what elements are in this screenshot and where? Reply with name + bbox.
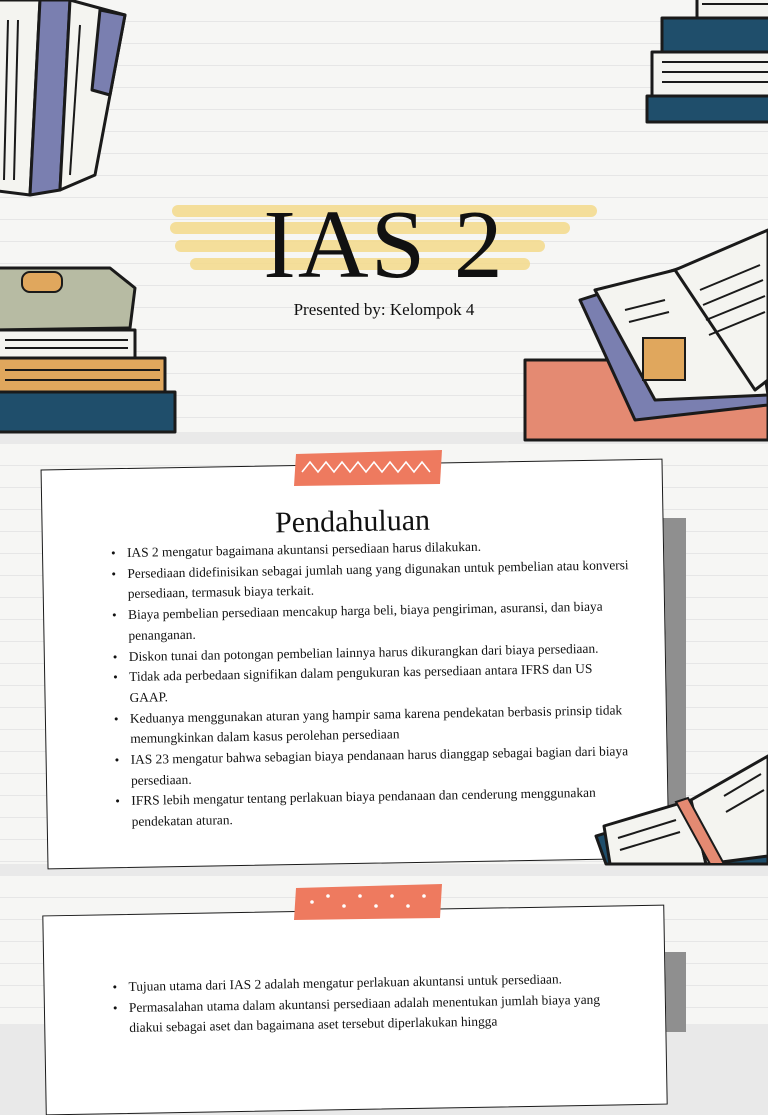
paper-card	[41, 459, 670, 870]
title-slide	[0, 0, 768, 432]
open-book-icon	[596, 756, 768, 864]
list-item: • Tujuan utama dari IAS 2 adalah mengatur perlakuan akuntansi untuk persediaan.	[112, 968, 632, 998]
book-stack-icon	[0, 0, 135, 200]
section-heading: Pendahuluan	[274, 503, 431, 540]
list-item: • Tidak ada perbedaan signifikan dalam pengukuran kas persediaan antara IFRS dan US GAAP.	[113, 658, 634, 708]
washi-tape	[292, 448, 446, 488]
list-item: • Diskon tunai dan potongan pembelian lainnya harus dikurangkan dari biaya persediaan.	[113, 638, 633, 668]
list-item: • Persediaan didefinisikan sebagai jumlah uang yang digunakan untuk pembelian atau konversi persediaan, termasuk biaya terkait.	[111, 555, 632, 605]
list-item: • IAS 2 mengatur bagaimana akuntansi persediaan harus dilakukan.	[111, 534, 631, 564]
presenter-subtitle: Presented by: Kelompok 4	[293, 300, 475, 319]
open-book-icon	[525, 230, 768, 432]
list-item: • Keduanya menggunakan aturan yang hampir sama karena pendekatan berbasis prinsip tidak memungkinkan dalam kasus perolehan persediaan	[114, 700, 635, 750]
washi-tape	[292, 882, 446, 922]
bullet-list	[112, 968, 633, 1039]
objective-slide	[0, 876, 768, 1036]
bullet-list	[111, 534, 636, 833]
paper-card	[42, 905, 667, 1115]
list-item: • Biaya pembelian persediaan mencakup harga beli, biaya pengiriman, asuransi, dan biaya penanganan.	[112, 596, 633, 646]
list-item: • IFRS lebih mengatur tentang perlakuan biaya pendanaan dan cenderung menggunakan pendekatan aturan.	[115, 783, 636, 833]
list-item: • Permasalahan utama dalam akuntansi persediaan adalah menentukan jumlah biaya yang diakui sebagai aset dan bagaimana aset tersebut diperlakukan hingga	[113, 989, 634, 1039]
page-title: IAS 2	[263, 191, 505, 299]
introduction-slide	[0, 444, 768, 864]
book-stack-icon	[642, 0, 768, 140]
book-stack-icon	[0, 258, 180, 432]
list-item: • IAS 23 mengatur bahwa sebagian biaya pendanaan harus dianggap sebagai bagian dari biaya persediaan.	[114, 741, 635, 791]
